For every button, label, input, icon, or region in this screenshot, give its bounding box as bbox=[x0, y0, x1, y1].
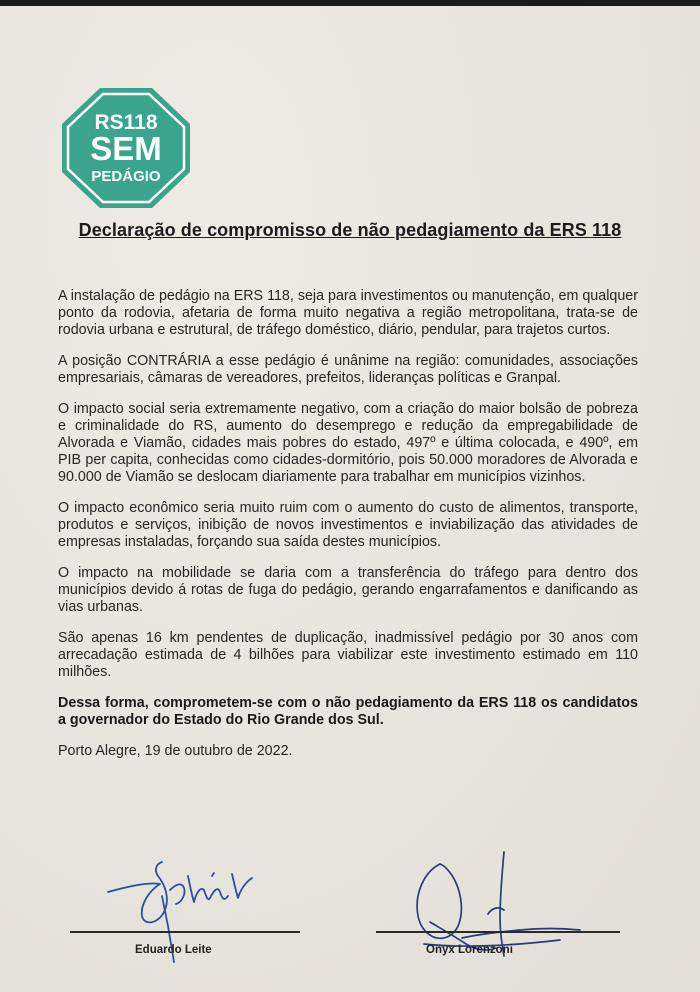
logo-line-2: SEM bbox=[90, 130, 162, 167]
rs118-sem-pedagio-logo bbox=[60, 86, 192, 210]
paragraph-economic-impact: O impacto econômico seria muito ruim com o aumento do custo de alimentos, transporte, produtos e serviços, inibição de novos investimentos e inviabilização das atividades de empresas instaladas, forçando sua saída destes municípios. bbox=[58, 500, 638, 550]
paragraph-duplication: São apenas 16 km pendentes de duplicação, inadmissível pedágio por 30 anos com arrecadação estimada de 4 bilhões para viabilizar este investimento estimado em 110 milhões. bbox=[58, 630, 638, 680]
document-body bbox=[58, 288, 638, 774]
paragraph-mobility-impact: O impacto na mobilidade se daria com a transferência do tráfego para dentro dos municípios devido á rotas de fuga do pedágio, gerando engarrafamentos e danificando as vias urbanas. bbox=[58, 565, 638, 615]
octagon-logo-icon bbox=[60, 86, 192, 210]
signature-line-1 bbox=[70, 931, 300, 933]
logo-line-3: PEDÁGIO bbox=[91, 168, 161, 185]
document-page bbox=[0, 6, 700, 992]
paragraph-installation: A instalação de pedágio na ERS 118, seja para investimentos ou manutenção, em qualquer ponto da rodovia, afetaria de forma muito negativa a região metropolitana, trata-se de rodovia urbana e estrutural, de tráfego doméstico, diário, pendular, para trajetos curtos. bbox=[58, 288, 638, 338]
place-and-date: Porto Alegre, 19 de outubro de 2022. bbox=[58, 743, 293, 759]
paragraph-commitment: Dessa forma, comprometem-se com o não pedagiamento da ERS 118 os candidatos a governador do Estado do Rio Grande dos Sul. bbox=[58, 695, 638, 728]
signature-line-2 bbox=[376, 931, 620, 933]
logo-line-1: RS118 bbox=[94, 111, 158, 134]
signatory-name-2: Onyx Lorenzoni bbox=[426, 944, 513, 956]
paragraph-position: A posição CONTRÁRIA a esse pedágio é unânime na região: comunidades, associações empresariais, câmaras de vereadores, prefeitos, lideranças políticas e Granpal. bbox=[58, 353, 638, 386]
paragraph-social-impact: O impacto social seria extremamente negativo, com a criação do maior bolsão de pobreza e criminalidade do RS, aumento do desemprego e redução da empregabilidade de Alvorada e Viamão, cidades mais pobres do estado, 497º e última colocada, e 490º, em PIB per capita, conhecidas como cidades-dormitório, pois 50.000 moradores de Alvorada e 90.000 de Viamão se deslocam diariamente para trabalhar em municípios vizinhos. bbox=[58, 401, 638, 485]
signatory-name-1: Eduardo Leite bbox=[135, 944, 212, 956]
document-title: Declaração de compromisso de não pedagiamento da ERS 118 bbox=[78, 220, 622, 240]
